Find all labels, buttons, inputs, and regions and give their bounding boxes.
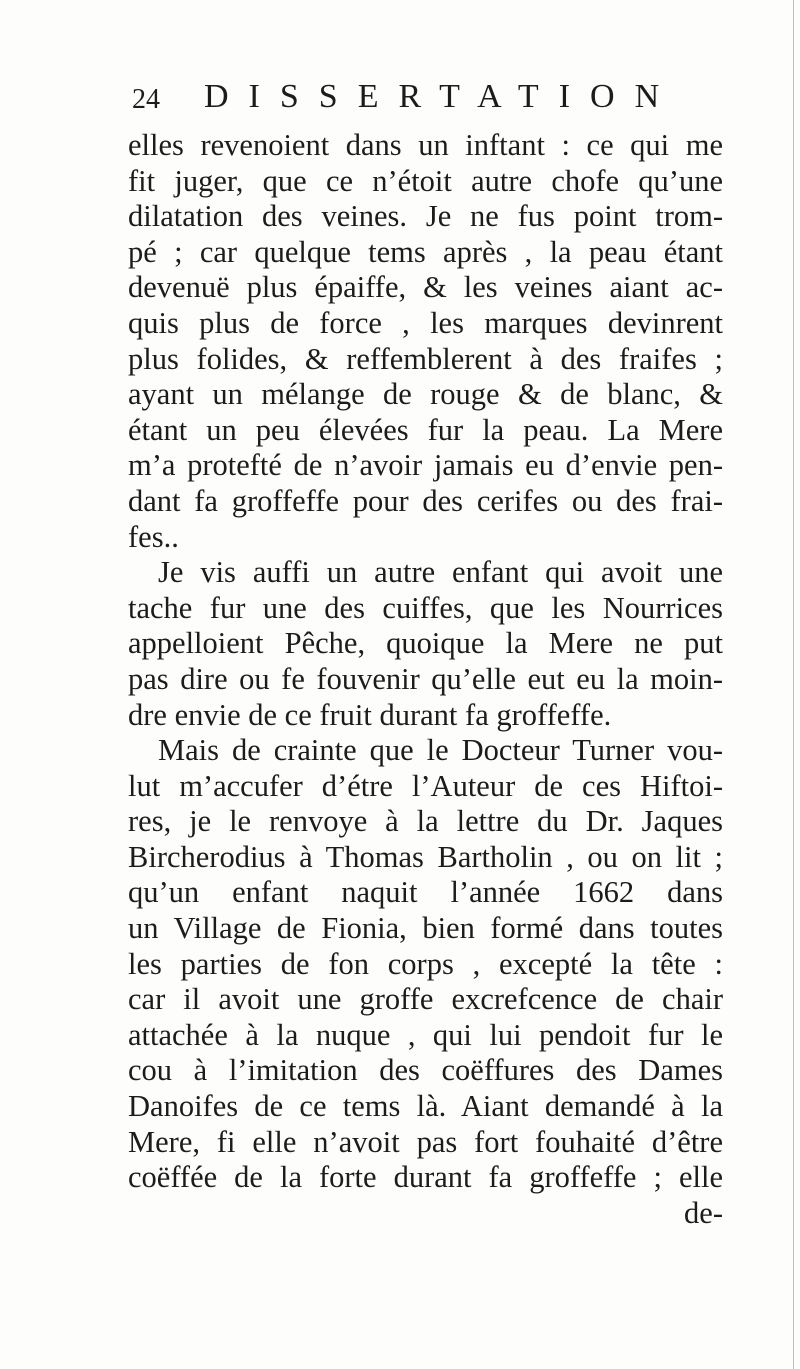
text-line: attachée à la nuque , qui lui pendoit fur le [128,1017,723,1052]
text-line: fit juger, que ce n’étoit autre chofe qu’une [128,163,723,198]
catchword: de- [684,1195,723,1230]
text-line: pé ; car quelque tems après , la peau étant [128,234,723,269]
text-line: quis plus de force , les marques devinrent [128,305,723,340]
text-line: les parties de fon corps , excepté la tête : [128,946,723,981]
text-line: Mere, fi elle n’avoit pas fort fouhaité d’être [128,1124,723,1159]
page-number: 24 [132,84,160,115]
text-line: Mais de crainte que le Docteur Turner vou- [158,733,723,768]
text-line: coëffée de la forte durant fa groffeffe ; elle [128,1160,723,1195]
text-line: dilatation des veines. Je ne fus point trom- [128,199,723,234]
text-line: car il avoit une groffe excrefcence de chair [128,982,723,1017]
text-line: fes.. [128,519,179,554]
page-edge-rule [793,0,794,1369]
text-line: dre envie de ce fruit durant fa groffeffe. [128,697,612,732]
text-line: plus folides, & reffemblerent à des fraifes ; [128,341,723,376]
text-line: lut m’accufer d’étre l’Auteur de ces Hiftoi- [128,768,723,803]
text-line: ayant un mélange de rouge & de blanc, & [128,377,723,412]
text-line: m’a protefté de n’avoir jamais eu d’envie pen- [128,448,723,483]
text-line: cou à l’imitation des coëffures des Dames [128,1053,723,1088]
text-line: pas dire ou fe fouvenir qu’elle eut eu la moin- [128,661,723,696]
text-line: étant un peu élevées fur la peau. La Mere [128,412,723,447]
text-line: qu’un enfant naquit l’année 1662 dans [128,875,723,910]
running-title: DISSERTATION [204,78,680,115]
text-line: Je vis auffi un autre enfant qui avoit une [158,555,723,590]
text-line: tache fur une des cuiffes, que les Nourrices [128,590,723,625]
text-line: elles revenoient dans un inftant : ce qui me [128,128,723,162]
text-line: un Village de Fionia, bien formé dans toutes [128,911,723,946]
text-line: devenuë plus épaiffe, & les veines aiant ac- [128,270,723,305]
text-line: dant fa groffeffe pour des cerifes ou des frai- [128,483,723,518]
text-line: res, je le renvoye à la lettre du Dr. Jaques [128,804,723,839]
page-header [120,78,720,122]
text-line: Bircherodius à Thomas Bartholin , ou on lit ; [128,839,723,874]
text-line: Danoifes de ce tems là. Aiant demandé à la [128,1089,723,1124]
text-line: appelloient Pêche, quoique la Mere ne put [128,626,723,661]
body-text [128,128,723,1231]
